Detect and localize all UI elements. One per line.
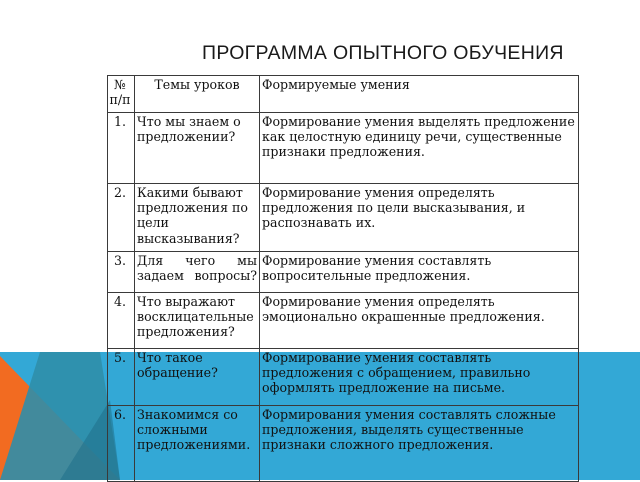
row-num: 2. bbox=[108, 184, 135, 252]
row-skills: Формирование умения выделять предложение как целостную единицу речи, существенные признаки предложения. bbox=[260, 113, 579, 184]
table-row bbox=[108, 293, 579, 349]
program-table bbox=[107, 75, 579, 482]
row-topic: Что такое обращение? bbox=[135, 349, 260, 406]
table-row bbox=[108, 113, 579, 184]
row-topic: Какими бывают предложения по цели высказывания? bbox=[135, 184, 260, 252]
row-num: 1. bbox=[108, 113, 135, 184]
row-topic: Что мы знаем о предложении? bbox=[135, 113, 260, 184]
row-skills: Формирование умения определять эмоционально окрашенные предложения. bbox=[260, 293, 579, 349]
header-num: № п/п bbox=[108, 76, 135, 113]
page-title: ПРОГРАММА ОПЫТНОГО ОБУЧЕНИЯ bbox=[202, 42, 564, 64]
table-row bbox=[108, 349, 579, 406]
row-skills: Формирование умения составлять вопросительные предложения. bbox=[260, 252, 579, 293]
row-skills: Формирования умения составлять сложные предложения, выделять существенные признаки сложного предложения. bbox=[260, 406, 579, 482]
table-row bbox=[108, 252, 579, 293]
row-num: 4. bbox=[108, 293, 135, 349]
row-skills: Формирование умения составлять предложения с обращением, правильно оформлять предложение на письме. bbox=[260, 349, 579, 406]
row-num: 5. bbox=[108, 349, 135, 406]
header-skills: Формируемые умения bbox=[260, 76, 579, 113]
row-topic: Для чего мы задаем вопросы? bbox=[135, 252, 260, 293]
row-topic: Что выражают восклицательные предложения? bbox=[135, 293, 260, 349]
row-num: 3. bbox=[108, 252, 135, 293]
table-row bbox=[108, 406, 579, 482]
header-topic: Темы уроков bbox=[135, 76, 260, 113]
row-topic: Знакомимся со сложными предложениями. bbox=[135, 406, 260, 482]
row-num: 6. bbox=[108, 406, 135, 482]
table-header-row bbox=[108, 76, 579, 113]
table-row bbox=[108, 184, 579, 252]
row-skills: Формирование умения определять предложения по цели высказывания, и распознавать их. bbox=[260, 184, 579, 252]
